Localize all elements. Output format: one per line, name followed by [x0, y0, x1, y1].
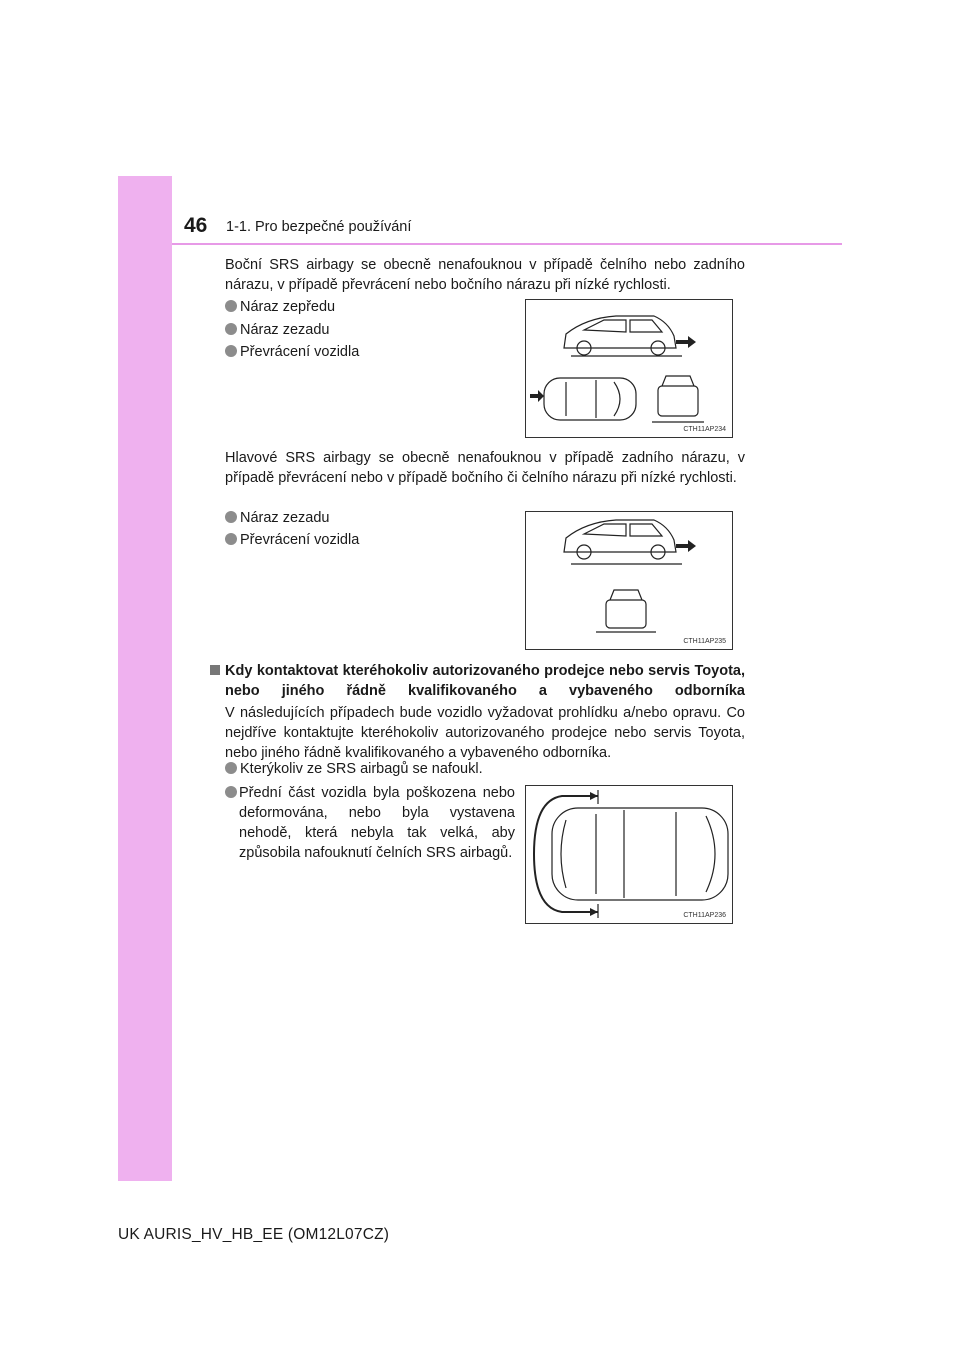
bullet-icon — [225, 323, 237, 335]
bullet-icon — [225, 762, 237, 774]
paragraph-side-airbags: Boční SRS airbagy se obecně nenafouknou v případě čelního nebo zadního nárazu, v případě převrácení nebo bočního nárazu při nízké rychlosti. — [225, 257, 745, 293]
paragraph-contact-dealer: V následujících případech bude vozidlo vyžadovat prohlídku a/nebo opravu. Co nejdříve kontaktujte kteréhokoliv autorizovaného prodejce nebo servis Toyota, nebo jiného řádně kvalifikovaného a vybaveného odborníka. — [225, 705, 745, 761]
sidebar-tab — [118, 176, 172, 1181]
section-title: 1-1. Pro bezpečné používání — [226, 219, 412, 235]
car-collision-illustration — [526, 512, 732, 649]
paragraph-curtain-airbags: Hlavové SRS airbagy se obecně nenafouknou v případě zadního nárazu, v případě převrácení nebo v případě bočního či čelního nárazu při nízké rychlosti. — [225, 450, 745, 486]
car-collision-illustration — [526, 300, 732, 437]
header-divider — [172, 243, 842, 245]
bullet-icon — [225, 533, 237, 545]
figure-front-damage — [525, 785, 733, 924]
bullet-icon — [225, 786, 237, 798]
list-item: Převrácení vozidla — [225, 342, 359, 362]
section-heading: Kdy kontaktovat kteréhokoliv autorizovaného prodejce nebo servis Toyota, nebo jiného řádně kvalifikovaného a vybaveného odborníka — [210, 661, 745, 701]
figure-code: CTH11AP236 — [683, 912, 726, 919]
bullet-icon — [225, 345, 237, 357]
figure-code: CTH11AP234 — [683, 426, 726, 433]
list-item: Kterýkoliv ze SRS airbagů se nafoukl. — [225, 759, 483, 779]
list-item: Převrácení vozidla — [225, 530, 359, 550]
bullet-icon — [225, 300, 237, 312]
figure-code: CTH11AP235 — [683, 638, 726, 645]
footer-document-code: UK AURIS_HV_HB_EE (OM12L07CZ) — [118, 1226, 390, 1243]
heading-square-icon — [210, 665, 220, 675]
figure-curtain-airbag-collisions — [525, 511, 733, 650]
car-top-view-illustration — [526, 786, 732, 923]
list-item: Náraz zepředu — [225, 297, 335, 317]
page-number: 46 — [184, 214, 208, 237]
list-item: Přední část vozidla byla poškozena nebo deformována, nebo byla vystavena nehodě, která nebyla tak velká, aby způsobila nafouknutí čelních SRS airbagů. — [225, 783, 515, 863]
bullet-icon — [225, 511, 237, 523]
list-item: Náraz zezadu — [225, 320, 329, 340]
list-item: Náraz zezadu — [225, 508, 329, 528]
figure-side-airbag-collisions — [525, 299, 733, 438]
